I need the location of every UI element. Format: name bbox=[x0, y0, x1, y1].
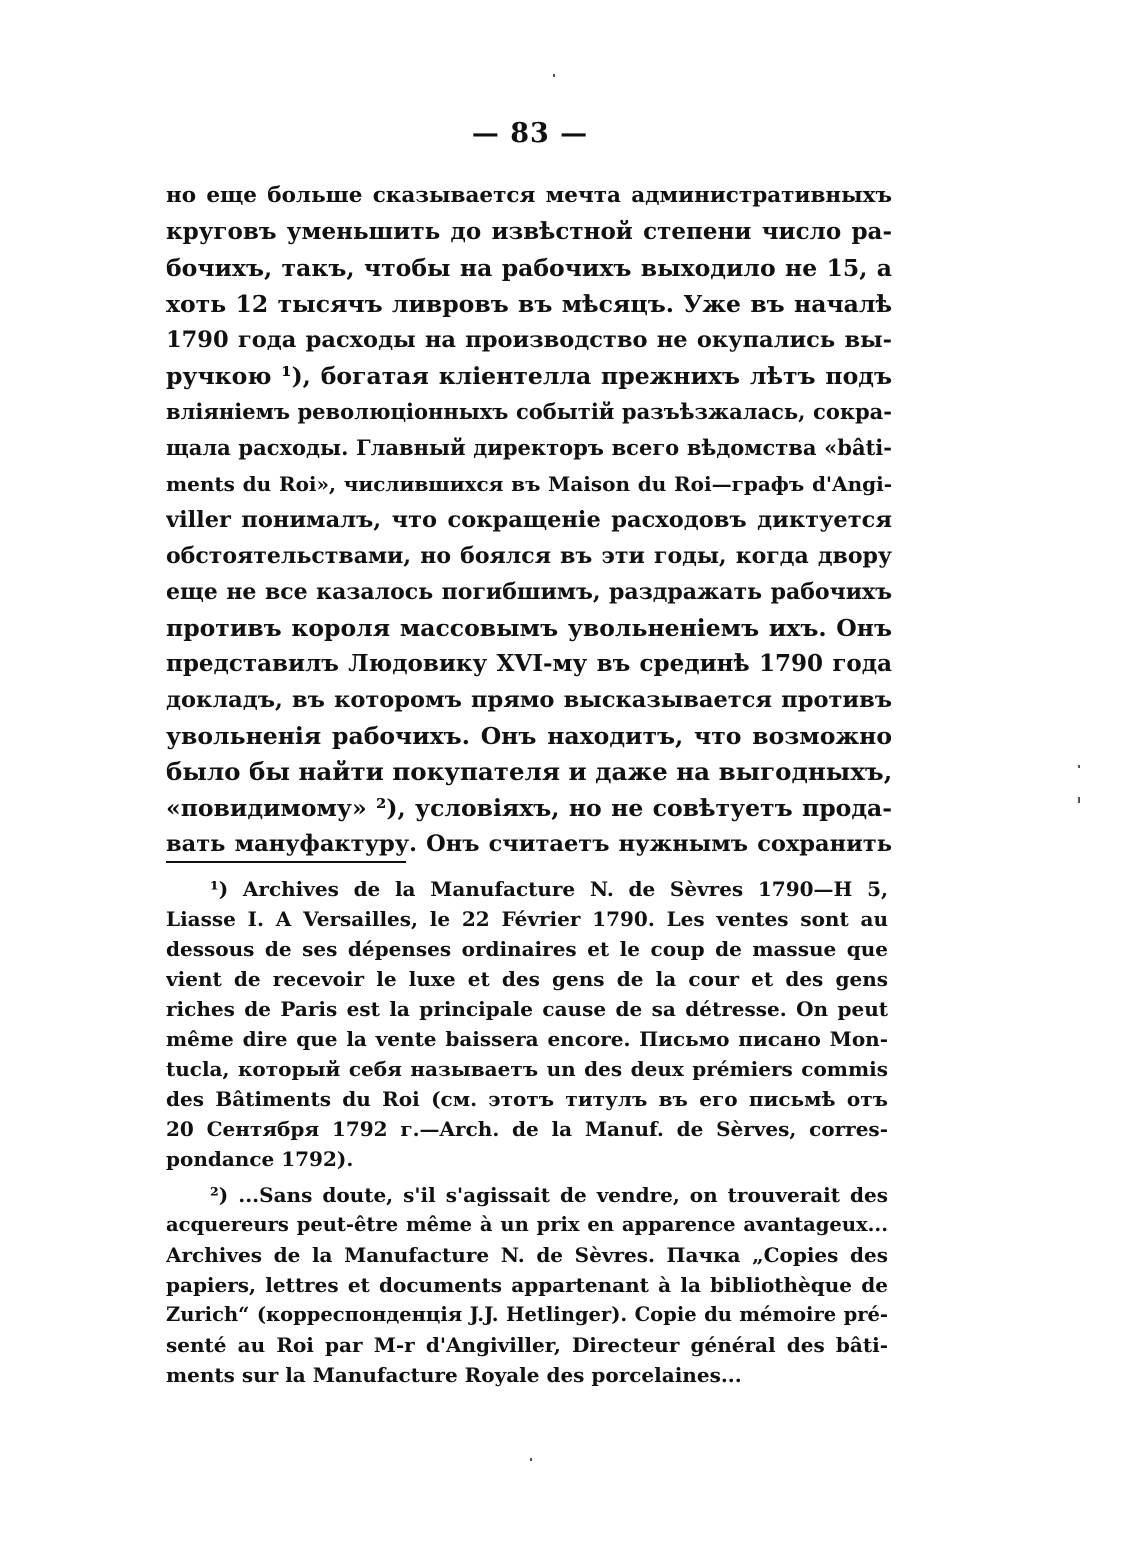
footnote-line: senté au Roi par M-r d'Angiviller, Directeur général des bâti- bbox=[166, 1333, 888, 1357]
text-line: обстоятельствами, но боялся въ эти годы, когда двору bbox=[166, 543, 892, 569]
text-line: 1790 года расходы на производство не окупались вы- bbox=[166, 327, 892, 353]
text-line: viller понималъ, что сокращеніе расходовъ диктуется bbox=[166, 507, 892, 533]
footnote-line: Liasse I. A Versailles, le 22 Février 1790. Les ventes sont au bbox=[166, 907, 888, 931]
footnote-line: tucla, который себя называетъ un des deux prémiers commis bbox=[166, 1057, 888, 1081]
footnote-line: pondance 1792). bbox=[166, 1147, 354, 1171]
text-line: бочихъ, такъ, чтобы на рабочихъ выходило не 15, а bbox=[166, 254, 892, 282]
footnote-line: Archives de la Manufacture N. de Sèvres. Пачка „Copies des bbox=[166, 1243, 888, 1267]
main-text bbox=[166, 178, 892, 862]
text-line: ments du Roi», числившихся въ Maison du Roi—графъ d'Angi- bbox=[166, 472, 892, 496]
footnote-line: ²) ...Sans doute, s'il s'agissait de vendre, on trouverait des bbox=[210, 1183, 888, 1207]
footnote-line: Zurich“ (корреспонденція J.J. Hetlinger). Copie du mémoire pré- bbox=[166, 1303, 888, 1326]
scan-speck-right-2 bbox=[1078, 797, 1080, 803]
text-line: ручкою ¹), богатая кліентелла прежнихъ лѣтъ подъ bbox=[166, 362, 892, 390]
text-line: докладъ, въ которомъ прямо высказывается противъ bbox=[166, 687, 892, 713]
footnote-line: dessous de ses dépenses ordinaires et le coup de massue que bbox=[166, 937, 888, 961]
text-line: вліяніемъ революціонныхъ событій разъѣзжалась, сокра- bbox=[166, 399, 892, 424]
footnote-line: vient de recevoir le luxe et des gens de la cour et des gens bbox=[166, 967, 888, 991]
text-line: представилъ Людовику XVI-му въ срединѣ 1790 года bbox=[166, 650, 892, 677]
scan-speck-top bbox=[553, 74, 555, 77]
text-line: хоть 12 тысячъ ливровъ въ мѣсяцъ. Уже въ началѣ bbox=[166, 290, 892, 318]
text-line: щала расходы. Главный директоръ всего вѣдомства «bâti- bbox=[166, 435, 892, 460]
footnote-line: papiers, lettres et documents appartenant à la bibliothèque de bbox=[166, 1273, 888, 1297]
footnote-separator bbox=[166, 861, 406, 863]
footnote-line: acquereurs peut-être même à un prix en apparence avantageux... bbox=[166, 1213, 888, 1236]
text-line: «повидимому» ²), условіяхъ, но не совѣтуетъ прода- bbox=[166, 794, 892, 822]
text-line: но еще больше сказывается мечта административныхъ bbox=[166, 183, 892, 208]
footnote-line: riches de Paris est la principale cause de sa détresse. On peut bbox=[166, 997, 888, 1021]
footnote-1 bbox=[166, 874, 888, 1174]
scan-speck-bottom bbox=[530, 1458, 532, 1461]
scan-speck-right-1 bbox=[1078, 765, 1080, 768]
footnote-line: 20 Сентября 1792 г.—Arch. de la Manuf. de Sèrves, corres- bbox=[166, 1117, 888, 1141]
footnote-2 bbox=[166, 1180, 888, 1390]
text-line: противъ короля массовымъ увольненіемъ ихъ. Онъ bbox=[166, 614, 892, 642]
footnote-line: des Bâtiments du Roi (см. этотъ титулъ въ его письмѣ отъ bbox=[166, 1087, 888, 1111]
text-line: было бы найти покупателя и даже на выгодныхъ, bbox=[166, 757, 892, 786]
footnote-line: ments sur la Manufacture Royale des porcelaines... bbox=[166, 1363, 742, 1387]
text-line: круговъ уменьшить до извѣстной степени число ра- bbox=[166, 218, 892, 245]
page-number: — 83 — bbox=[471, 118, 589, 149]
text-line: увольненія рабочихъ. Онъ находитъ, что возможно bbox=[166, 722, 892, 750]
footnotes bbox=[166, 874, 888, 1390]
footnote-line: même dire que la vente baissera encore. Письмо писано Mon- bbox=[166, 1027, 888, 1051]
text-line: вать мануфактуру. Онъ считаетъ нужнымъ сохранить bbox=[166, 831, 892, 857]
text-line: еще не все казалось погибшимъ, раздражать рабочихъ bbox=[166, 579, 892, 605]
footnote-line: ¹) Archives de la Manufacture N. de Sèvres 1790—H 5, bbox=[210, 877, 888, 901]
